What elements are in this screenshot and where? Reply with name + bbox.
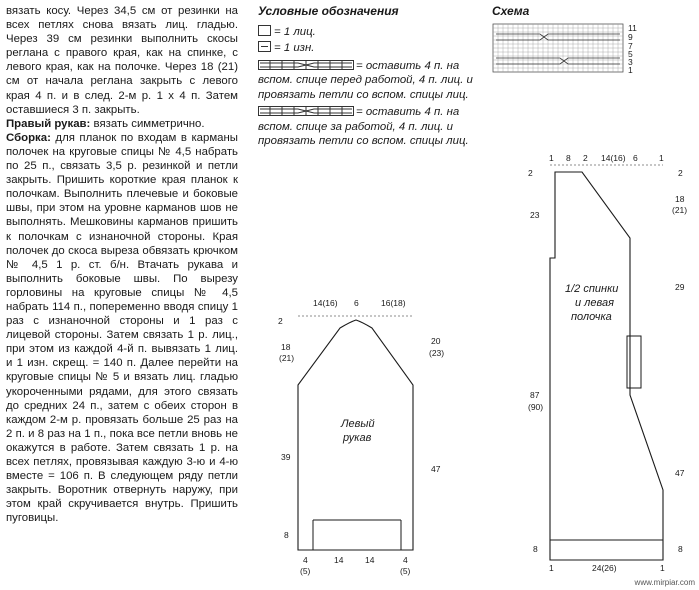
sleeve-right-47: 47 bbox=[431, 464, 441, 474]
sleeve-labels bbox=[278, 298, 444, 576]
right-sleeve-label: Правый рукав: bbox=[6, 117, 91, 130]
sleeve-top-mid: 6 bbox=[354, 298, 359, 308]
sleeve-bottom-5-left: (5) bbox=[300, 566, 311, 576]
chart-row-7: 7 bbox=[628, 41, 633, 51]
sleeve-bottom-14-right: 14 bbox=[365, 555, 375, 565]
sleeve-title-line2: рукав bbox=[343, 432, 372, 444]
legend-cable-back: = оставить 4 п. на вспом. спице за работой, 4 п. лиц. и провязать петли со вспом. спицы лиц. bbox=[258, 106, 469, 147]
body-bottom-1-left: 1 bbox=[549, 563, 554, 573]
instructions-paragraph-1: вязать косу. Через 34,5 см от резинки на всех петлях снова вязать лиц. гладью. Через 39 см резинки выполнить скосы реглана с правого края, как на спинке, с левого края, как на полочке. Через 18 (21) см от начала реглана закрыть с левого края 4 п. и в след. 2-м р. 1 х 4 п. Затем оставшиеся 3 п. закрыть. bbox=[6, 5, 238, 116]
sleeve-left-18: 18 bbox=[281, 342, 291, 352]
sleeve-right-20: 20 bbox=[431, 336, 441, 346]
sleeve-left-39: 39 bbox=[281, 452, 291, 462]
sleeve-right-23: (23) bbox=[429, 348, 445, 358]
body-left-23: 23 bbox=[530, 210, 540, 220]
sleeve-left-2: 2 bbox=[278, 316, 283, 326]
body-top-14: 14(16) bbox=[601, 153, 626, 163]
sleeve-bottom-4-left: 4 bbox=[303, 555, 308, 565]
assembly-text: для планок по входам в карманы полочек на круговые спицы № 4,5 набрать по 25 п., связать 3,5 р. резинкой и петли закрыть. Пришить короткие края планок к полочкам. Выполнить плечевые и боковые швы, при этом на уровне карманов шов не выполнять. Мешковины карманов пришить к полочкам с изнаночной стороны. Края полочек до скоса выреза обвязать крючком № 4,5 1 р. ст. б/н. Втачать рукава и выполнить боковые швы. По вырезу горловины на круговые спицы № 4,5 набрать 114 п., попеременно вводя спицу 1 раз с изнаночной стороны и 1 раз с лицевой стороны. Затем связать 1 р. лиц., при этом из каждой 4-й п. вывязать 1 лиц. и 1 изн. скрещ. = 140 п. Далее перейти на круговые спицы № 5 и вязать лиц. гладью укороченными рядами, для этого связать до средних 24 п., затем с обеих сторон в каждом 2-м р. провязать больше 25 раз на 2 п. и 8 раз на 1 п., пока все петли вновь не окажутся в работе. Затем связать 1 р. на всех петлях, провязывая каждую 3-ю и 4-ю вместе = 106 п. В следующем ряду петли закрыть. Воротник отвернуть наружу, при этом край скручивается внутрь. Пришить пуговицы. bbox=[6, 131, 238, 525]
sleeve-top-right: 16(18) bbox=[381, 298, 406, 308]
body-right-18: 18 bbox=[675, 194, 685, 204]
body-title-line3: полочка bbox=[571, 311, 612, 323]
chart-row-5: 5 bbox=[628, 49, 633, 59]
chart-row-11: 11 bbox=[628, 23, 637, 33]
body-bottom-1-right: 1 bbox=[660, 563, 665, 573]
sleeve-title-line1: Левый bbox=[341, 418, 375, 430]
sleeve-bottom-4-right: 4 bbox=[403, 555, 408, 565]
body-top-6: 6 bbox=[633, 153, 638, 163]
watermark: www.mirpiar.com bbox=[634, 578, 695, 587]
sleeve-bottom-5-right: (5) bbox=[400, 566, 411, 576]
body-left-87: 87 bbox=[530, 390, 540, 400]
sleeve-left-8: 8 bbox=[284, 530, 289, 540]
body-right-21: (21) bbox=[672, 205, 688, 215]
knitting-chart bbox=[493, 23, 637, 75]
body-left-90: (90) bbox=[528, 402, 544, 412]
body-bottom-24: 24(26) bbox=[592, 563, 617, 573]
body-right-47: 47 bbox=[675, 468, 685, 478]
chart-row-3: 3 bbox=[628, 57, 633, 67]
sleeve-top-left: 14(16) bbox=[313, 298, 338, 308]
legend-purl: = 1 изн. bbox=[258, 41, 473, 56]
body-top-2: 2 bbox=[583, 153, 588, 163]
right-sleeve-text: вязать симметрично. bbox=[93, 117, 205, 130]
body-top-1-left: 1 bbox=[549, 153, 554, 163]
chart-row-9: 9 bbox=[628, 32, 633, 42]
body-right-8: 8 bbox=[678, 544, 683, 554]
sleeve-left-21: (21) bbox=[279, 353, 295, 363]
body-right-29: 29 bbox=[675, 282, 685, 292]
body-top-1-right: 1 bbox=[659, 153, 664, 163]
body-top-8: 8 bbox=[566, 153, 571, 163]
body-title-line2: и левая bbox=[575, 297, 614, 309]
legend-knit: = 1 лиц. bbox=[258, 25, 473, 40]
schema-title: Схема bbox=[492, 4, 530, 18]
assembly-label: Сборка: bbox=[6, 131, 51, 144]
body-left-8: 8 bbox=[533, 544, 538, 554]
body-right-2: 2 bbox=[678, 168, 683, 178]
chart-row-1: 1 bbox=[628, 65, 633, 75]
body-left-2: 2 bbox=[528, 168, 533, 178]
body-title-line1: 1/2 спинки bbox=[565, 283, 619, 295]
legend-cable-front: = оставить 4 п. на вспом. спице перед работой, 4 п. лиц. и провязать петли со вспом. спицы лиц. bbox=[258, 59, 473, 101]
body-pattern bbox=[550, 165, 663, 560]
legend-title: Условные обозначения bbox=[258, 4, 399, 18]
sleeve-bottom-14-left: 14 bbox=[334, 555, 344, 565]
